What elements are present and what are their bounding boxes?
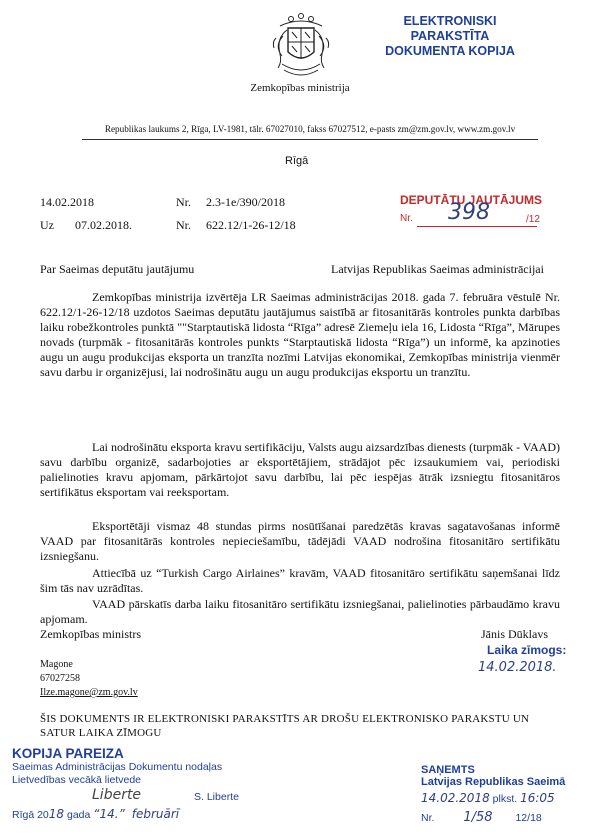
copy-stamp-signature: Liberte [92,787,142,803]
signer-name: Jānis Dūklavs [481,627,548,641]
ministry-address: Republikas laukums 2, Rīga, LV-1981, tālr. 67027010, fakss 67027512, e-pasts zm@zm.gov.lv, www.zm.gov.lv [104,124,516,134]
copy-stamp-month: februārī [131,807,180,821]
e-stamp-line1: ELEKTRONISKI PARAKSTĪTA [403,14,497,43]
time-stamp-date: 14.02.2018. [478,660,557,675]
received-stamp-date-row [421,791,593,805]
e-stamp-line2: DOKUMENTA KOPIJA [385,44,515,58]
received-stamp-year: 18 [474,791,490,805]
deputy-question-suffix: /12 [526,214,540,225]
body-paragraph-2 [40,440,560,500]
registration-number: 2.3-1e/390/2018 [206,195,285,209]
uz-label: Uz [40,218,54,232]
copy-stamp-day: “14.” [93,807,125,821]
body-paragraph-1-text: Zemkopības ministrija izvērtēja LR Saeimas administrācijas 2018. gada 7. februāra vēstulē Nr. 622.12/1-26-12/18 uzdotos Saeimas deputātu jautājumus saistībā ar fitosanitārās kontroles punkta darbības laiku robežkontroles punktā ""Starptautiskā lidosta “Rīga” adresē Ziemeļu iela 16, Lidosta “Rīga”, Mārupes novads (turpmāk - fitosanitārās kontroles punkts “Starptautiskā lidosta “Rīga”) un informē, ka apzinoties augu un augu produkcijas eksporta un tranzīta nozīmi Latvijas ekonomikai, Zemkopības ministrija vienmēr savu darbu ir organizējusi, lai nodrošinātu augu un augu produkcijas eksportu un tranzītu. [40,290,560,379]
copy-stamp-signature-row [12,787,267,807]
copy-stamp-city: Rīgā 20 [12,809,49,821]
deputy-question-number: 398 [448,200,490,225]
e-signature-notice: ŠIS DOKUMENTS IR ELEKTRONISKI PARAKSTĪTS AR DROŠU ELEKTRONISKO PARAKSTU UN SATUR LAIKA ZĪMOGU [40,713,530,739]
body-paragraph-1 [40,290,560,380]
time-stamp-label: Laika zīmogs: [487,643,567,657]
copy-stamp-position: Lietvedības vecākā lietvede [12,774,141,786]
copy-stamp-date-row [12,807,267,821]
deputy-question-stamp-title: DEPUTĀTU JAUTĀJUMS [400,193,543,207]
deputy-question-underline [417,226,537,227]
deputy-question-nr-label: Nr. [400,213,413,224]
body-paragraph-2-text: Lai nodrošinātu eksporta kravu sertifikāciju, Valsts augu aizsardzības dienests (turpmāk - VAAD) savu darbību organizē, sadarbojoties ar eksportētājiem, strādājot pēc izsaukumiem vai, periodiski palielinoties kravu apjomam, pārkārtojot savu darbību, lai pēc iespējas ātrāk izsniegtu fitosanitāros sertifikātus eksportam vai reeksportam. [40,440,560,499]
body-paragraph-3 [40,519,560,564]
body-paragraph-4-text: Attiecībā uz “Turkish Cargo Airlaines” kravām, VAAD fitosanitāro sertifikātu saņemšanai līdz šim tās nav uzrādītas. [40,566,560,595]
contact-email[interactable]: Ilze.magone@zm.gov.lv [40,687,138,698]
copy-correct-stamp [12,746,267,821]
received-stamp-nr-value: 1/58 [463,810,493,825]
received-stamp-nr-row [421,810,593,825]
reference-date: 07.02.2018. [75,218,132,232]
received-stamp-nr-suffix: 12/18 [515,812,542,824]
letter-date: 14.02.2018 [40,195,94,209]
electronic-copy-stamp [372,14,528,59]
signer-title: Zemkopības ministrs [40,627,141,641]
received-stamp-time-label: plkst. [492,793,518,805]
received-stamp-title: SAŅEMTS [421,764,475,776]
body-paragraph-4 [40,566,560,596]
copy-stamp-signer: S. Liberte [194,791,239,803]
nr-label: Nr. [176,195,191,209]
received-stamp-subtitle: Latvijas Republikas Saeimā [421,776,566,788]
body-paragraph-5 [40,597,560,627]
copy-stamp-title: KOPIJA PAREIZA [12,746,124,761]
copy-stamp-department: Saeimas Administrācijas Dokumentu nodaļas [12,761,223,773]
received-stamp-date: 14.02.20 [421,791,475,805]
contact-phone: 67027258 [40,673,80,684]
letter-addressee: Latvijas Republikas Saeimas administrācijai [331,262,544,276]
city-label: Rīgā [285,155,309,167]
received-stamp-time: 16:05 [520,791,555,805]
coat-of-arms-icon [268,12,334,82]
contact-name: Magone [40,659,73,670]
reference-number: 622.12/1-26-12/18 [206,218,296,232]
body-paragraph-3-text: Eksportētāji vismaz 48 stundas pirms nosūtīšanai paredzētās kravas sagatavošanas informē VAAD par fitosanitārās kontroles nepieciešamību, tādējādi VAAD nodrošina fitosanitāro sertifikātu izsniegšanu. [40,519,560,563]
received-stamp [421,764,593,825]
ministry-name: Zemkopības ministrija [250,82,350,94]
copy-stamp-gada: gada [66,809,91,821]
header-divider [82,139,538,140]
letter-subject: Par Saeimas deputātu jautājumu [40,262,195,276]
received-stamp-nr-label: Nr. [421,812,435,824]
uz-nr-label: Nr. [176,218,191,232]
body-paragraph-5-text: VAAD pārskatīs darba laiku fitosanitāro sertifikātu izsniegšanai, palielinoties pārbaudāmo kravu apjomam. [40,597,560,626]
copy-stamp-year: 18 [48,807,65,821]
